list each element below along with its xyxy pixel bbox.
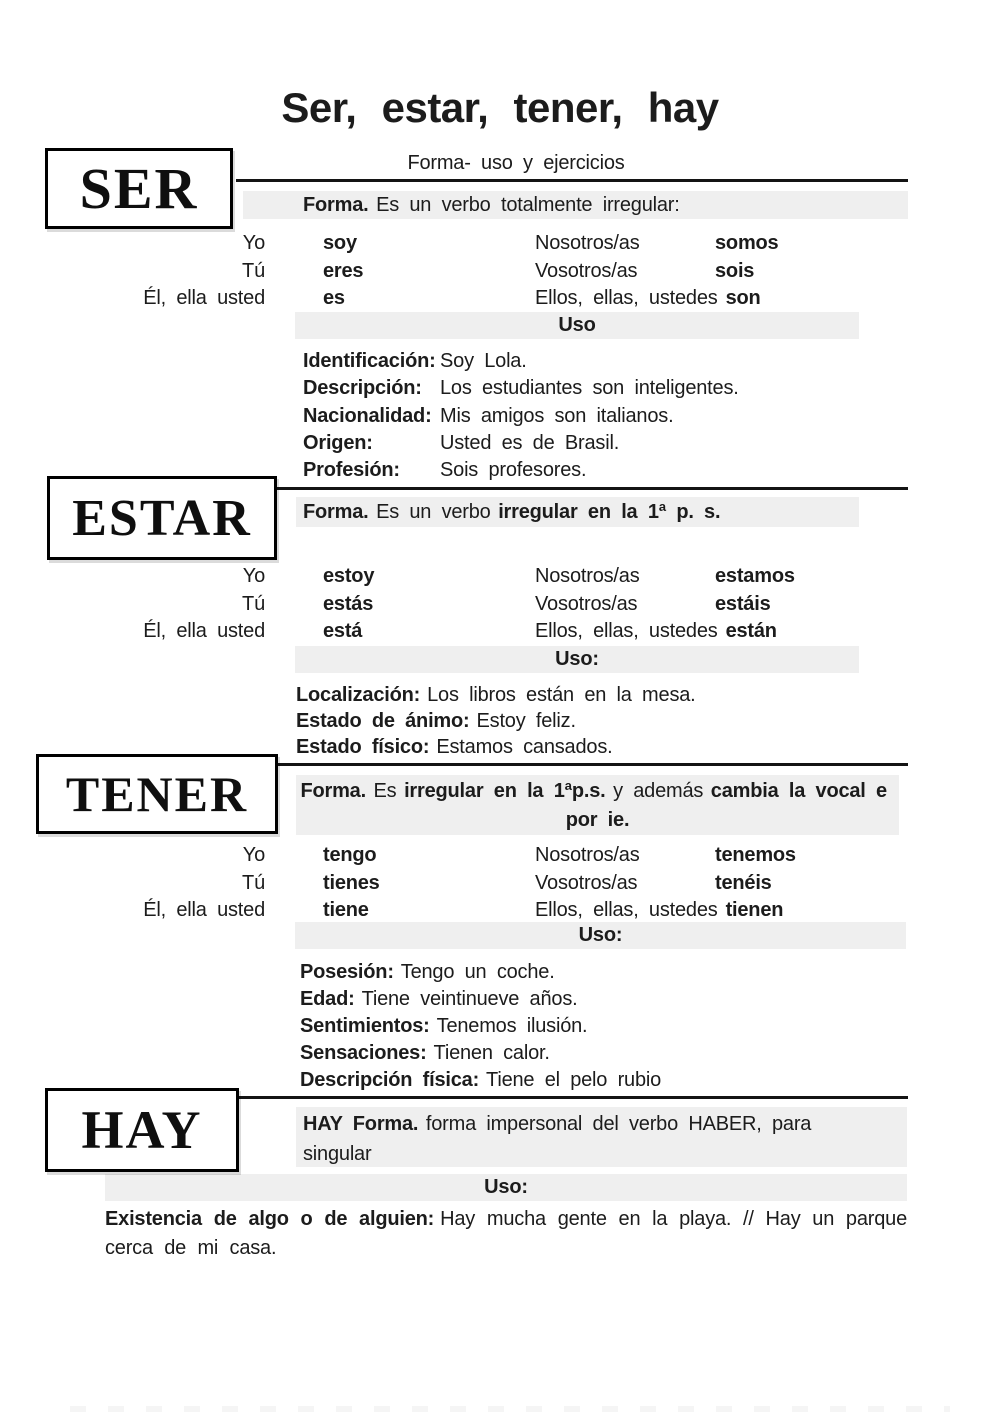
- uso-example: Tiene el pelo rubio: [486, 1069, 662, 1091]
- verb-box-ser-label: SER: [79, 156, 199, 221]
- form-left: es: [323, 287, 345, 310]
- tener-forma-bold: Forma.: [300, 780, 366, 802]
- list-item: [300, 1067, 940, 1094]
- verb-box-estar-label: ESTAR: [72, 489, 252, 547]
- verb-box-hay-label: HAY: [81, 1100, 203, 1160]
- pronoun-left: Tú: [242, 259, 265, 282]
- uso-example: Estoy feliz.: [476, 709, 576, 732]
- estar-forma-bold: Forma.: [303, 501, 369, 523]
- tener-uso-list: [300, 959, 940, 1094]
- table-row: [0, 285, 940, 313]
- ser-forma-bold: Forma.: [303, 194, 369, 216]
- ser-uso-header: [295, 312, 859, 339]
- list-item: [303, 457, 923, 484]
- hay-uso-header: [105, 1174, 907, 1201]
- form-right: estáis: [715, 592, 771, 615]
- tener-forma-text: Es: [373, 780, 397, 802]
- divider-line-hay: [236, 1096, 908, 1099]
- pronoun-right: Vosotros/as: [535, 871, 638, 894]
- list-item: [303, 430, 923, 457]
- estar-forma-text: Es un verbo: [376, 501, 491, 523]
- uso-label: Estado físico:: [296, 735, 430, 758]
- estar-uso-header: [295, 646, 859, 673]
- pronoun-right: Nosotros/as: [535, 565, 640, 588]
- form-right: están: [725, 620, 777, 643]
- estar-forma-bar: [296, 497, 859, 527]
- uso-example: Usted es de Brasil.: [440, 432, 620, 455]
- list-item: [303, 403, 923, 430]
- uso-example: Hay mucha gente en la playa. // Hay un parque cerca de mi casa.: [105, 1208, 907, 1259]
- table-row: [0, 563, 940, 591]
- table-row: [0, 258, 940, 286]
- list-item: [303, 375, 923, 402]
- hay-forma-text: forma impersonal del verbo HABER, para singular: [303, 1113, 812, 1165]
- list-item: [296, 683, 936, 709]
- ser-uso-header-label: Uso: [558, 314, 596, 336]
- form-left: soy: [323, 232, 357, 255]
- page-subtitle: Forma- uso y ejercicios: [407, 152, 625, 174]
- uso-label: Existencia de algo o de alguien:: [105, 1208, 435, 1230]
- pronoun-left: Yo: [242, 844, 265, 867]
- ser-uso-list: [303, 348, 923, 484]
- pronoun-left: Yo: [242, 232, 265, 255]
- uso-example: Los libros están en la mesa.: [427, 684, 696, 706]
- hay-existencia-paragraph: [105, 1205, 907, 1263]
- uso-example: Soy Lola.: [440, 350, 527, 373]
- form-left: tienes: [323, 871, 380, 894]
- form-right: tenéis: [715, 871, 772, 894]
- list-item: [300, 1040, 940, 1067]
- table-row: [0, 870, 940, 898]
- hay-forma-bar: [296, 1107, 907, 1167]
- uso-label: Origen:: [303, 432, 373, 455]
- pronoun-right: Vosotros/as: [535, 259, 638, 282]
- uso-label: Sensaciones:: [300, 1042, 427, 1064]
- list-item: [300, 1013, 940, 1040]
- divider-line-tener: [236, 763, 908, 766]
- list-item: [296, 709, 936, 735]
- tener-forma-bar: [296, 775, 899, 835]
- uso-label: Identificación:: [303, 350, 436, 373]
- page-title: Ser, estar, tener, hay: [281, 84, 719, 131]
- estar-forma-bold2: irregular en la 1ª p. s.: [498, 501, 721, 523]
- uso-label: Localización:: [296, 684, 421, 706]
- form-left: eres: [323, 259, 364, 282]
- list-item: [300, 959, 940, 986]
- list-item: [296, 735, 936, 761]
- uso-label: Posesión:: [300, 961, 394, 983]
- pronoun-left: Yo: [242, 565, 265, 588]
- tener-uso-header: [295, 922, 906, 949]
- form-left: estoy: [323, 565, 375, 588]
- divider-line-estar: [236, 487, 908, 490]
- uso-label: Descripción:: [303, 377, 422, 400]
- table-row: [0, 842, 940, 870]
- pronoun-right: Ellos, ellas, ustedes: [535, 287, 718, 310]
- pronoun-left: Tú: [242, 871, 265, 894]
- uso-example: Tenemos ilusión.: [436, 1015, 588, 1037]
- table-row: [0, 591, 940, 619]
- pronoun-right: Ellos, ellas, ustedes: [535, 620, 718, 643]
- divider-line-ser: [236, 179, 908, 182]
- pronoun-left: Él, ella usted: [143, 620, 265, 643]
- list-item: [300, 986, 940, 1013]
- form-left: tengo: [323, 844, 377, 867]
- uso-example: Tiene veintinueve años.: [361, 988, 578, 1010]
- uso-label: Sentimientos:: [300, 1015, 430, 1037]
- uso-label: Estado de ánimo:: [296, 709, 470, 732]
- table-row: [0, 230, 940, 258]
- form-right: son: [725, 287, 761, 310]
- ser-conjugation-table: [0, 230, 940, 313]
- estar-uso-list: [296, 683, 936, 760]
- uso-example: Tengo un coche.: [400, 961, 555, 983]
- pronoun-right: Nosotros/as: [535, 232, 640, 255]
- tener-forma-bold4: por ie.: [565, 809, 630, 831]
- form-left: estás: [323, 592, 374, 615]
- verb-box-hay: [45, 1088, 239, 1172]
- table-row: [0, 618, 940, 646]
- table-row: [0, 897, 940, 925]
- ser-forma-bar: [243, 191, 908, 219]
- pronoun-right: Vosotros/as: [535, 592, 638, 615]
- uso-example: Los estudiantes son inteligentes.: [440, 377, 739, 400]
- uso-example: Sois profesores.: [440, 459, 587, 482]
- pronoun-left: Tú: [242, 592, 265, 615]
- hay-uso-header-label: Uso:: [484, 1176, 528, 1198]
- estar-conjugation-table: [0, 563, 940, 646]
- pronoun-left: Él, ella usted: [143, 287, 265, 310]
- form-right: estamos: [715, 565, 795, 588]
- verb-box-ser: [45, 148, 233, 229]
- pronoun-left: Él, ella usted: [143, 899, 265, 922]
- uso-label: Edad:: [300, 988, 355, 1010]
- tener-forma-bold3: cambia la vocal e: [710, 780, 887, 802]
- pronoun-right: Nosotros/as: [535, 844, 640, 867]
- tener-forma-text2: y además: [613, 780, 704, 802]
- uso-label: Profesión:: [303, 459, 400, 482]
- hay-forma-bold: HAY Forma.: [303, 1113, 419, 1135]
- form-right: tienen: [725, 899, 784, 922]
- cutoff-text-remnant: [70, 1406, 950, 1412]
- tener-uso-header-label: Uso:: [578, 924, 623, 946]
- estar-uso-header-label: Uso:: [555, 648, 599, 670]
- pronoun-right: Ellos, ellas, ustedes: [535, 899, 718, 922]
- form-right: sois: [715, 259, 755, 282]
- uso-label: Nacionalidad:: [303, 404, 432, 427]
- list-item: [303, 348, 923, 375]
- form-right: somos: [715, 232, 779, 255]
- uso-example: Tienen calor.: [433, 1042, 550, 1064]
- tener-conjugation-table: [0, 842, 940, 925]
- uso-example: Estamos cansados.: [436, 735, 613, 758]
- verb-box-tener: [36, 754, 278, 834]
- uso-example: Mis amigos son italianos.: [440, 404, 674, 427]
- verb-box-tener-label: TENER: [65, 766, 249, 822]
- verb-box-estar: [47, 476, 277, 560]
- form-left: está: [323, 620, 363, 643]
- form-right: tenemos: [715, 844, 796, 867]
- tener-forma-bold2: irregular en la 1ªp.s.: [404, 780, 606, 802]
- form-left: tiene: [323, 899, 369, 922]
- ser-forma-text: Es un verbo totalmente irregular:: [376, 194, 680, 216]
- uso-label: Descripción física:: [300, 1069, 480, 1091]
